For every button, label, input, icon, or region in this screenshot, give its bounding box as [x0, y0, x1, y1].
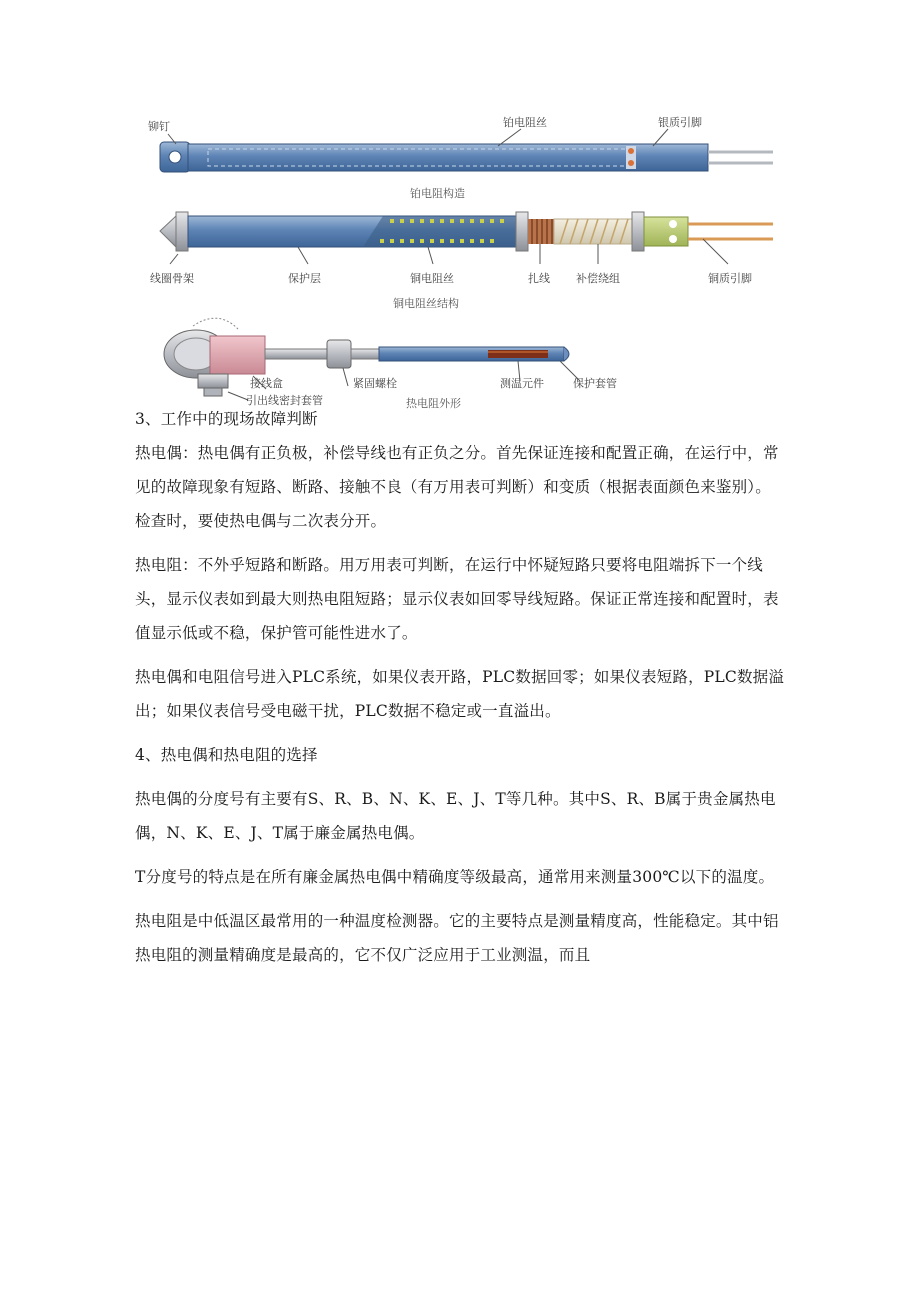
label-comp-winding: 补偿绕组	[576, 272, 620, 285]
label-tie-line: 扎线	[528, 272, 550, 285]
body-text	[135, 402, 785, 972]
paragraph-t-type: T分度号的特点是在所有廉金属热电偶中精确度等级最高，通常用来测量300℃以下的温度。	[135, 868, 775, 886]
label-copper-pin: 铜质引脚	[708, 272, 752, 285]
label-nut: 紧固螺栓	[353, 377, 397, 390]
section-heading-3: 3、工作中的现场故障判断	[135, 410, 318, 428]
label-silver-pin: 银质引脚	[658, 116, 702, 129]
label-rivet: 铆钉	[148, 120, 170, 133]
caption-platinum: 铂电阻构造	[410, 187, 465, 200]
label-sleeve: 保护套管	[573, 377, 617, 390]
paragraph-rtd-intro: 热电阻是中低温区最常用的一种温度检测器。它的主要特点是测量精度高，性能稳定。其中铝热电阻的测量精确度是最高的，它不仅广泛应用于工业测温，而且	[135, 912, 779, 964]
label-junction-box: 接线盒	[250, 377, 283, 390]
section-heading-4: 4、热电偶和热电阻的选择	[135, 746, 318, 764]
copper-rtd-drawing	[160, 212, 773, 264]
paragraph-thermocouple-fault: 热电偶：热电偶有正负极，补偿导线也有正负之分。首先保证连接和配置正确，在运行中，常见的故障现象有短路、断路、接触不良（有万用表可判断）和变质（根据表面颜色来鉴别）。检查时，要使热电偶与二次表分开。	[135, 444, 779, 530]
label-platinum-wire: 铂电阻丝	[503, 116, 547, 129]
label-coil-frame: 线圈骨架	[150, 272, 194, 285]
label-copper-wire: 铜电阻丝	[410, 272, 454, 285]
paragraph-plc-signal: 热电偶和电阻信号进入PLC系统，如果仪表开路，PLC数据回零；如果仪表短路，PLC数据溢出；如果仪表信号受电磁干扰，PLC数据不稳定或一直溢出。	[135, 668, 785, 720]
label-element: 测温元件	[500, 377, 544, 390]
caption-copper: 铜电阻丝结构	[393, 297, 459, 310]
label-protect-layer: 保护层	[288, 272, 321, 285]
paragraph-graduation: 热电偶的分度号有主要有S、R、B、N、K、E、J、T等几种。其中S、R、B属于贵金属热电偶，N、K、E、J、T属于廉金属热电偶。	[135, 790, 776, 842]
paragraph-rtd-fault: 热电阻：不外乎短路和断路。用万用表可判断，在运行中怀疑短路只要将电阻端拆下一个线头，显示仪表如到最大则热电阻短路；显示仪表如回零导线短路。保证正常连接和配置时，表值显示低或不稳，保护管可能性进水了。	[135, 556, 779, 642]
rtd-structure-figure	[148, 104, 788, 409]
caption-appearance: 热电阻外形	[406, 397, 461, 409]
platinum-rtd-drawing	[160, 129, 773, 172]
label-lead-sleeve: 引出线密封套管	[246, 394, 323, 407]
